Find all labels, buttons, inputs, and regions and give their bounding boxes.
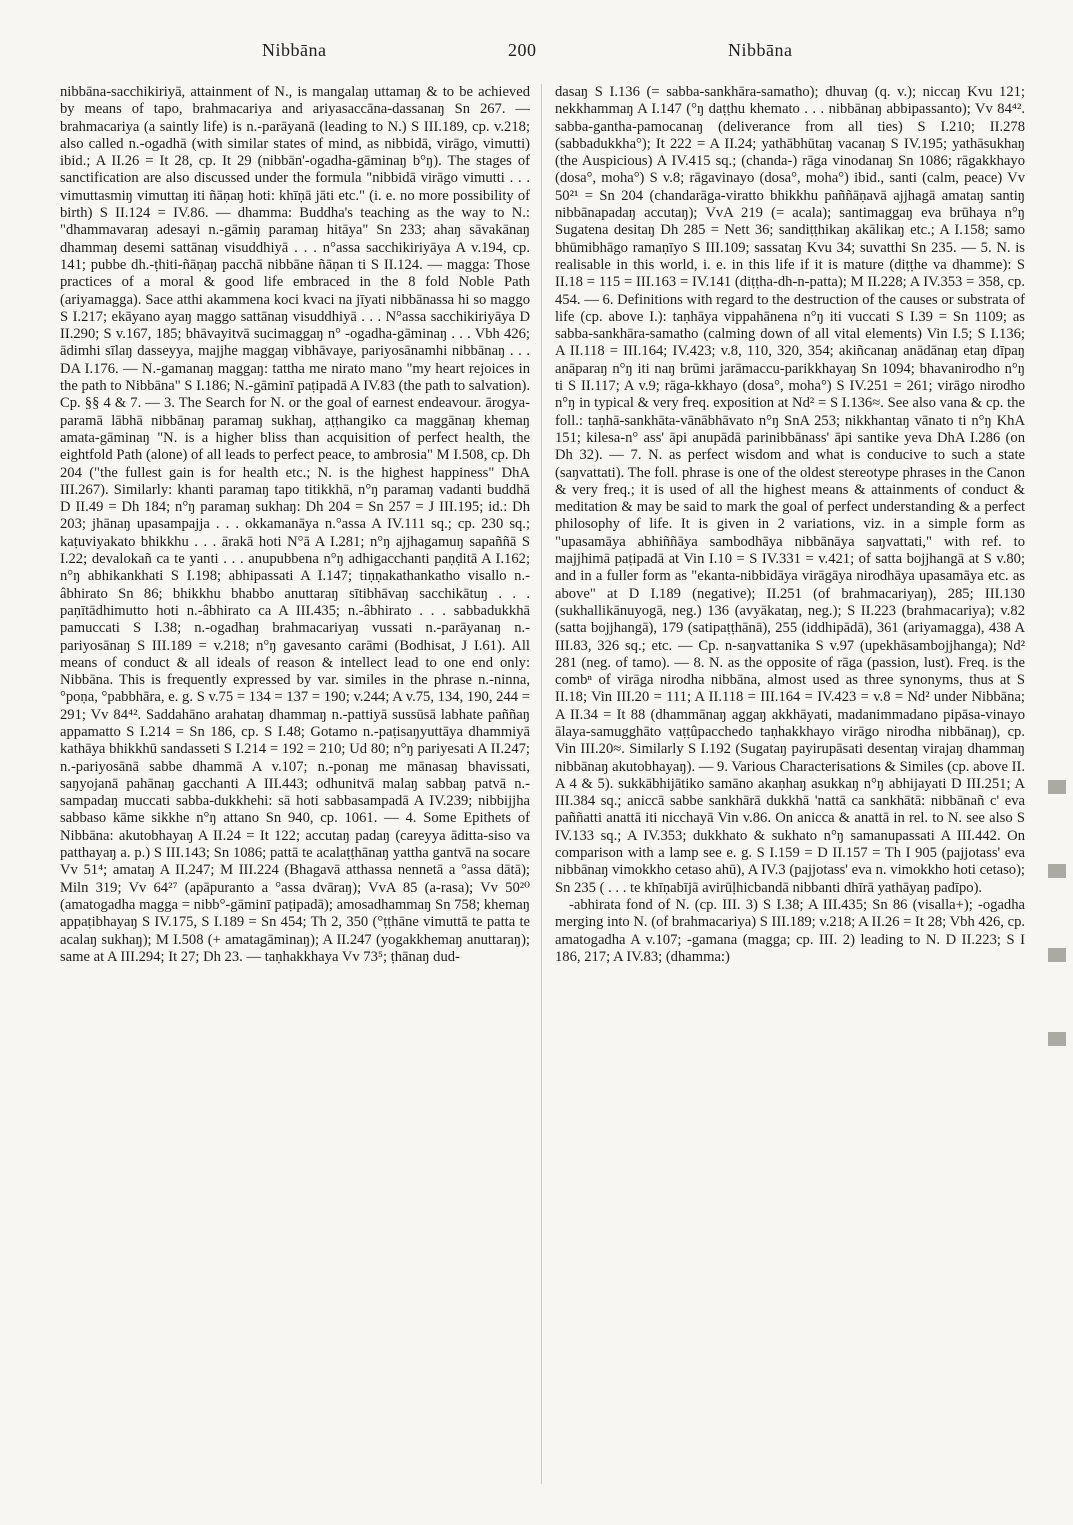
right-column-subentries: -abhirata fond of N. (cp. III. 3) S I.38; A III.435; Sn 86 (visalla+); -ogadha merging into N. (of brahmacariya) S III.189; v.218; A II.26 = It 28; Vbh 426, cp. amatogadha A v.107; -gamana (magga; cp. III. 2) leading to N. D II.223; S I 186, 217; A IV.83; (dhamma:)	[555, 896, 1025, 965]
edge-mark	[1048, 864, 1066, 878]
edge-mark	[1048, 948, 1066, 962]
left-column	[60, 84, 530, 1499]
header-right-headword: Nibbāna	[728, 40, 793, 60]
column-divider	[541, 84, 542, 1484]
header-left-headword: Nibbāna	[262, 40, 327, 60]
right-column-text: dasaŋ S I.136 (= sabba-sankhāra-samatho); dhuvaŋ (q. v.); niccaŋ Kvu 121; nekkhammaŋ A I.147 (°ŋ daṭṭhu khemato . . . nibbānaŋ abbipassanto); Vv 84⁴². sabba-gantha-pamocanaŋ (deliverance from all ties) S I.210; II.278 (sabbadukkha°); It 222 = A II.24; yathābhūtaŋ vacanaŋ S IV.195; yathāsukhaŋ (the Auspicious) A IV.415 sq.; (chanda-) rāga vinodanaŋ Sn 1086; rāgakkhayo (dosa°, moha°) S v.8; rāgavinayo (dosa°, moha°) ibid., santi (calm, peace) Vv 50²¹ = Sn 204 (chandarāga-viratto bhikkhu paññāṇavā ajjhagā amataŋ santiŋ nibbānapadaŋ accutaŋ); VvA 219 (= acala); santimaggaŋ eva brūhaya n°ŋ Sugatena desitaŋ Dh 285 = Nett 36; sandiṭṭhikaŋ akālikaŋ etc.; A I.158; samo bhūmibhāgo ramaṇīyo S III.109; sassataŋ Kvu 34; suvatthi Sn 235. — 5. N. is realisable in this world, i. e. in this life if it is mature (diṭṭhe va dhamme): S II.18 = 115 = III.163 = IV.141 (diṭṭha-dh-n-patta); M II.228; A IV.353 = 358, cp. 454. — 6. Definitions with regard to the destruction of the causes or substrata of life (cp. above I.): taṇhāya vippahānena n°ŋ iti vuccati S I.39 = Sn 1109; as sabba-sankhāra-samatho (calming down of all vital elements) Vin I.5; S I.136; A II.118 = III.164; IV.423; v.8, 110, 320, 354; akiñcanaŋ anādānaŋ etaŋ dīpaŋ anāparaŋ n°ŋ iti naŋ brūmi jarāmaccu-parikkhayaŋ Sn 1094; bhavanirodho n°ŋ ti S II.117; A v.9; rāga-kkhayo (dosa°, moha°) S IV.251 = 261; virāgo nirodho n°ŋ in typical & very freq. exposition at Nd² = S I.136≈. See also vana & cp. the foll.: taṇhā-sankhāta-vānābhāvato n°ŋ SnA 253; nikkhantaŋ vānato ti n°ŋ KhA 151; kilesa-n° ass' āpi anupādā parinibbānass' āpi santike yeva DhA I.286 (on Dh 32). — 7. N. as perfect wisdom and what is conducive to such a state (saŋvattati). The foll. phrase is one of the oldest stereotype phrases in the Canon & very freq.; it is used of all the highest means & attainments of conduct & meditation & may be said to mark the goal of perfect understanding & a perfect philosophy of life. It is given in 2 variations, viz. in a simple form as "upasamāya abhiññāya sambodhāya nibbānāya saŋvattati," with ref. to majjhimā paṭipadā at Vin I.10 = S IV.331 = v.421; of satta bojjhangā at S v.80; and in a fuller form as "ekanta-nibbidāya virāgāya nirodhāya upasamāya etc. as above" at D I.189 (negative); II.251 (of brahmacariyaŋ), 285; III.130 (sukhallikānuyogā, neg.) 136 (avyākataŋ, neg.); S II.223 (brahmacariya); v.82 (satta bojjhangā), 179 (satipaṭṭhānā), 255 (iddhipādā), 361 (ariyamagga), 438 A III.83, 326 sq.; etc. — Cp. n-saŋvattanika S v.97 (upekhāsambojjhanga); Nd² 281 (neg. of tamo). — 8. N. as the opposite of rāga (passion, lust). Freq. is the combⁿ of virāga nirodha nibbāna, almost used as three synonyms, thus at S II.18; Vin III.20 = 111; A II.118 = III.164 = IV.423 = v.8 = Nd² under Nibbāna; A II.34 = It 88 (dhammānaŋ aggaŋ akkhāyati, madanimmadano pipāsa-vinayo ālaya-samugghāto vaṭṭûpacchedo taṇhakkhayo virāgo nirodha nibbānaŋ), cp. Vin III.20≈. Similarly S I.192 (Sugataŋ payirupāsati desentaŋ virajaŋ dhammaŋ nibbānaŋ akutobhayaŋ). — 9. Various Characterisations & Similes (cp. above II. A 4 & 5). sukkābhijātiko samāno akaṇhaŋ asukkaŋ n°ŋ abhijayati D III.251; A III.384 sq.; aniccā sabbe sankhārā dukkhā 'nattā ca sankhātā: nibbānañ c' eva paññatti anattā iti nicchayā Vin v.86. On anicca & anattā in rel. to N. see also S IV.133 sq.; A IV.353; dukkhato & sukhato n°ŋ samanupassati A III.442. On comparison with a lamp see e. g. S I.159 = D II.157 = Th I 905 (pajjotass' eva nibbānaŋ vimokkho cetaso ahū), A IV.3 (pajjotass' eva n. vimokkho hoti cetaso); Sn 235 ( . . . te khīṇabījā avirūḷhicbandā nibbanti dhīrā yathāyaŋ padīpo).	[555, 84, 1025, 896]
right-column	[555, 84, 1025, 1499]
edge-mark	[1048, 780, 1066, 794]
left-column-text: nibbāna-sacchikiriyā, attainment of N., is mangalaŋ uttamaŋ & to be achieved by means of tapo, brahmacariya and ariyasaccāna-dassanaŋ Sn 267. — brahmacariya (a saintly life) is n.-parāyanā (leading to N.) S III.189, cp. v.218; also called n.-ogadhā (with similar states of mind, as nibbidā, virāgo, vimutti) ibid.; A II.26 = It 28, cp. It 29 (nibbān'-ogadha-gāminaŋ b°ŋ). The stages of sanctification are also discussed under the formula "nibbidā virāgo vimutti . . . vimuttasmiŋ vimuttaŋ iti ñāṇaŋ hoti: khīṇā jāti etc." (i. e. no more possibility of birth) S II.124 = IV.86. — dhamma: Buddha's teaching as the way to N.: "dhammavaraŋ adesayi n.-gāmiŋ paramaŋ hitāya" Sn 233; ahaŋ sāvakānaŋ dhammaŋ desemi sattānaŋ visuddhiyā . . . n°assa sacchikiriyāya A v.194, cp. 141; pubbe dh.-ṭhiti-ñāṇaŋ pacchā nibbāne ñāṇan ti S II.124. — magga: Those practices of a moral & good life embraced in the 8 fold Noble Path (ariyamagga). Sace atthi akammena koci kvaci na jīyati nibbānassa hi so maggo S I.217; ekāyano ayaŋ maggo sattānaŋ visuddhiyā . . . N°assa sacchikiriyāya D II.290; S v.167, 185; bhāvayitvā sucimaggaŋ n° -ogadha-gāminaŋ . . . Vbh 426; ādimhi sīlaŋ dasseyya, majjhe maggaŋ vibhāvaye, pariyosānamhi nibbānaŋ . . . DA I.176. — N.-gamanaŋ maggaŋ: tattha me nirato mano "my heart rejoices in the path to Nibbāna" S I.186; N.-gāminī paṭipadā A IV.83 (the path to salvation). Cp. §§ 4 & 7. — 3. The Search for N. or the goal of earnest endeavour. ārogya-paramā lābhā nibbānaŋ paramaŋ sukhaŋ, aṭṭhangiko ca maggānaŋ khemaŋ amata-gāminaŋ "N. is a higher bliss than acquisition of perfect health, the eightfold Path (alone) of all leads to perfect peace, to ambrosia" M I.508, cp. Dh 204 ("the fullest gain is for health etc.; N. is the highest happiness" DhA III.267). Similarly: khanti paramaŋ tapo titikkhā, n°ŋ paramaŋ vadanti buddhā D II.49 = Dh 184; n°ŋ paramaŋ sukhaŋ: Dh 204 = Sn 257 = J III.195; id.: Dh 203; jhānaŋ upasampajja . . . okkamanāya n.°assa A IV.111 sq.; cp. 230 sq.; kaṭuviyakato bhikkhu . . . ārakā hoti N°ā A I.281; n°ŋ ajjhagamuŋ sapaññā S I.22; devalokañ ca te yanti . . . anupubbena n°ŋ adhigacchanti paṇḍitā A I.162; n°ŋ abhikankhati S I.198; abhipassati A I.147; tiṇṇakathankatho visallo n.-âbhirato Sn 86; bhikkhu bhabbo anuttaraŋ sītibhāvaŋ sacchikātuŋ . . . paṇītādhimutto hoti n.-âbhirato ca A III.435; n.-âbhirato . . . sabbadukkhā pamuccati S I.38; n.-ogadhaŋ brahmacariyaŋ vussati n.-parāyanaŋ n.-pariyosānaŋ S III.189 = v.218; n°ŋ gavesanto carāmi (Bodhisat, J I.61). All means of conduct & all ideals of reason & intellect lead to one end only: Nibbāna. This is frequently expressed by var. similes in the phrase n.-ninna, °poṇa, °pabbhāra, e. g. S v.75 = 134 = 137 = 190; v.244; A v.75, 134, 190, 244 = 291; Vv 84⁴². Saddahāno arahataŋ dhammaŋ n.-pattiyā sussūsā labhate paññaŋ appamatto S I.214 = Sn 186, cp. S I.48; Gotamo n.-paṭisaŋyuttāya dhammiyā kathāya bhikkhū sandasseti S I.214 = 192 = 210; Ud 80; n°ŋ pariyesati A II.247; n.-pariyosānā sabbe dhammā A v.107; n.-ponaŋ me mānasaŋ bhavissati, saŋyojanā pahānaŋ gacchanti A III.443; odhunitvā malaŋ sabbaŋ patvā n.-sampadaŋ muccati sabba-dukkhehi: sā hoti sabbasampadā A IV.239; nibbijjha sabbaso kāme sikkhe n°ŋ attano Sn 940, cp. 1061. — 4. Some Epithets of Nibbāna: akutobhayaŋ A II.24 = It 122; accutaŋ padaŋ (careyya āditta-siso va patthayaŋ a. p.) S III.143; Sn 1086; pattā te acalaṭṭhānaŋ yattha gantvā na socare Vv 51⁴; amataŋ A II.247; M III.224 (Bhagavā atthassa nennetā a °assa dātā); Miln 319; Vv 64²⁷ (apāpuranto a °assa dvāraŋ); VvA 85 (a-rasa); Vv 50²⁰ (amatogadha magga = nibb°-gāminī paṭipadā); amosadhammaŋ Sn 758; khemaŋ appaṭibhayaŋ S IV.175, S I.189 = Sn 454; Th 2, 350 (°ṭṭhāne vimuttā te patta te acalaŋ sukhaŋ); M I.508 (+ amatagāminaŋ); A II.247 (yogakkhemaŋ anuttaraŋ); same at A III.294; It 27; Dh 23. — taṇhakkhaya Vv 73⁵; ṭhānaŋ dud-	[60, 84, 530, 965]
page-number: 200	[508, 40, 537, 60]
running-head	[0, 40, 1073, 66]
adjacent-page-edge	[1048, 780, 1073, 1220]
edge-mark	[1048, 1032, 1066, 1046]
